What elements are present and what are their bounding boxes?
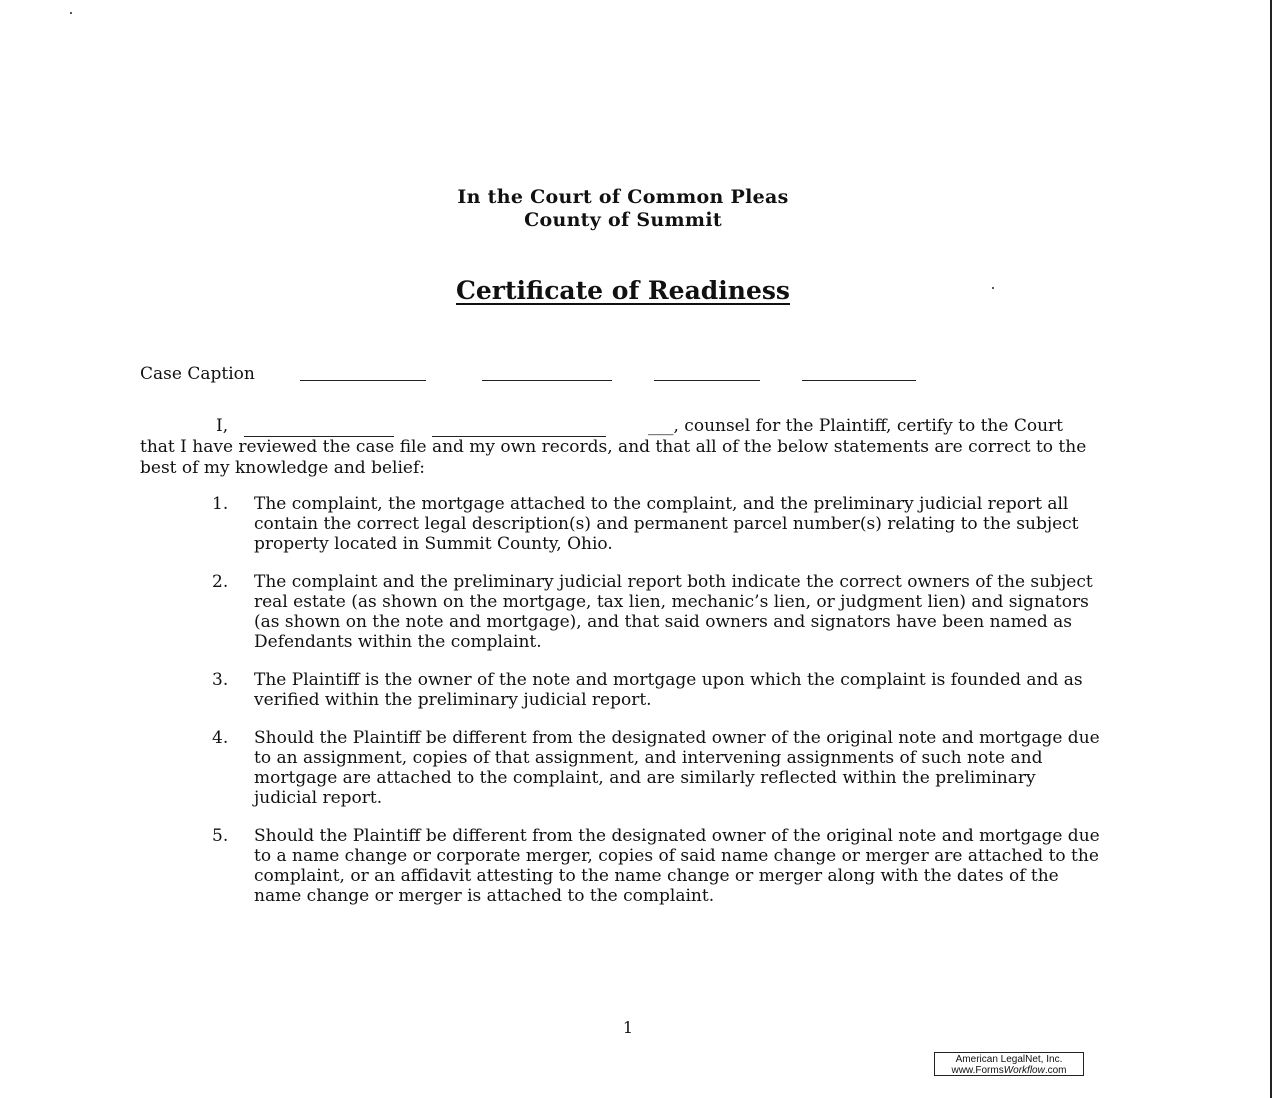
statement-list	[212, 494, 1112, 924]
list-item	[212, 572, 1112, 652]
counsel-clause: ___, counsel for the Plaintiff, certify to the Court	[648, 416, 1063, 436]
county-name: County of Summit	[524, 209, 722, 231]
item-text: Should the Plaintiff be different from the designated owner of the original note and mortgage due to a name change or corporate merger, copies of said name change or merger are attached to the complaint, or an affidavit attesting to the name change or merger along with the dates of the name change or merger is attached to the complaint.	[254, 826, 1100, 906]
case-caption-blank-4[interactable]	[802, 380, 916, 381]
stamp-company: American LegalNet, Inc.	[955, 1054, 1063, 1065]
stamp-website-italic: Workflow	[1003, 1065, 1045, 1076]
counsel-name-blank-2[interactable]	[432, 436, 606, 437]
item-text: The complaint, the mortgage attached to the complaint, and the preliminary judicial report all contain the correct legal description(s) and permanent parcel number(s) relating to the subject property located in Summit County, Ohio.	[254, 494, 1079, 554]
item-number: 3.	[212, 670, 229, 690]
item-text: The Plaintiff is the owner of the note and mortgage upon which the complaint is founded and as verified within the preliminary judicial report.	[254, 670, 1083, 710]
case-caption-blank-2[interactable]	[482, 380, 612, 381]
scan-speck	[70, 12, 72, 14]
item-number: 4.	[212, 728, 229, 748]
document-title	[0, 276, 1246, 305]
list-item	[212, 494, 1112, 554]
court-name: In the Court of Common Pleas	[457, 186, 789, 208]
item-text: The complaint and the preliminary judicial report both indicate the correct owners of the subject real estate (as shown on the mortgage, tax lien, mechanic’s lien, or judgment lien) and signators (as shown on the note and mortgage), and that said owners and signators have been named as Defendants within the complaint.	[254, 572, 1093, 652]
footer-stamp	[934, 1052, 1084, 1076]
list-item	[212, 826, 1112, 906]
item-number: 2.	[212, 572, 229, 592]
document-title-text: Certificate of Readiness	[456, 276, 790, 305]
case-caption-blank-3[interactable]	[654, 380, 760, 381]
stamp-website	[935, 1065, 1083, 1076]
certification-paragraph	[140, 416, 1100, 479]
stamp-website-prefix: www.Forms	[951, 1065, 1004, 1076]
item-number: 1.	[212, 494, 229, 514]
item-text: Should the Plaintiff be different from the designated owner of the original note and mortgage due to an assignment, copies of that assignment, and intervening assignments of such note and mortgage are attached to the complaint, and are similarly reflected within the preliminary judicial report.	[254, 728, 1100, 808]
counsel-name-blank-1[interactable]	[244, 436, 394, 437]
stamp-website-suffix: .com	[1044, 1065, 1067, 1076]
item-number: 5.	[212, 826, 229, 846]
list-item	[212, 728, 1112, 808]
list-item	[212, 670, 1112, 710]
page-edge	[1270, 0, 1272, 1098]
certification-pronoun: I,	[216, 416, 229, 436]
case-caption-blank-1[interactable]	[300, 380, 426, 381]
certification-statement: that I have reviewed the case file and my own records, and that all of the below statements are correct to the best of my knowledge and belief:	[140, 437, 1087, 478]
page-number: 1	[622, 1018, 634, 1037]
case-caption-label: Case Caption	[140, 364, 255, 384]
